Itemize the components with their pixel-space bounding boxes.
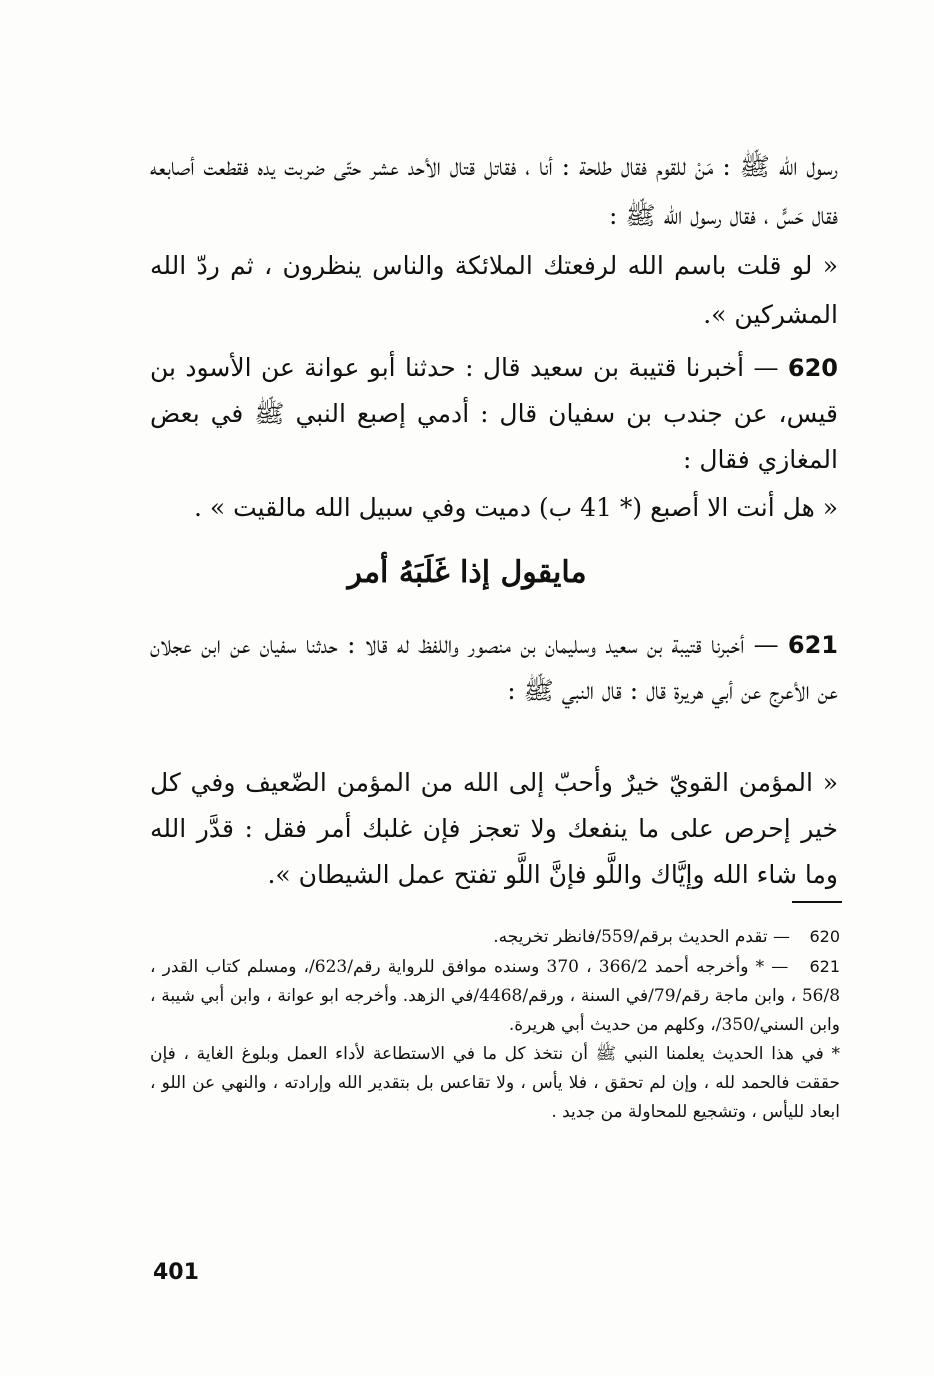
quote-text: « هل أنت الا أصبع (* 41 ب) دميت وفي سبيل الله مالقيت » . <box>193 493 838 522</box>
footnote-620 <box>150 922 840 952</box>
paragraph-text: « لو قلت باسم الله لرفعتك الملائكة والناس ينظرون ، ثم ردّ الله المشركين ». <box>150 251 838 329</box>
footnotes <box>150 922 840 1127</box>
hadith-620-quote <box>150 485 838 531</box>
footnote-commentary <box>150 1040 840 1127</box>
hadith-620-paragraph <box>150 345 838 483</box>
footnote-text: * في هذا الحديث يعلمنا النبي ﷺ أن نتخذ كل ما في الاستطاعة لأداء العمل وبلوغ الغاية ، فإن حققت فالحمد لله ، وإن لم تحقق ، فلا يأس ، ولا تقاعس بل بتقدير الله وإرادته ، والنهي عن اللو ، ابعاد لليأس ، وتشجيع للمحاولة من جديد . <box>150 1044 840 1122</box>
quote-text: « المؤمن القويّ خيرٌ وأحبّ إلى الله من المؤمن الضّعيف وفي كل خير إحرص على ما ينفعك ولا تعجز فإن غلبك أمر فقل : قدَّر الله وما شاء الله وإيَّاك واللَّو فإنَّ اللَّو تفتح عمل الشيطان ». <box>150 768 838 889</box>
hadith-621-paragraph <box>150 622 838 714</box>
footnote-number: 620 <box>809 927 840 946</box>
hadith-number: 621 <box>787 631 838 659</box>
continuation-paragraph <box>150 142 838 240</box>
hadith-text: — أخبرنا قتيبة بن سعيد وسليمان بن منصور واللفظ له قالا : حدثنا سفيان عن ابن عجلان عن الأعرج عن أبي هريرة قال : قال النبي ﷺ : <box>150 630 838 705</box>
page-number: 401 <box>153 1260 199 1285</box>
hadith-621-quote <box>150 760 838 898</box>
hadith-text: — أخبرنا قتيبة بن سعيد قال : حدثنا أبو عوانة عن الأسود بن قيس، عن جندب بن سفيان قال : أدمي إصبع النبي ﷺ في بعض المغازي فقال : <box>150 353 838 474</box>
prophet-quote-paragraph <box>150 241 838 339</box>
footnote-621 <box>150 952 840 1040</box>
footnote-separator <box>792 901 842 903</box>
section-heading: مايقول إذا غَلَبَهُ أمر <box>347 555 587 590</box>
paragraph-text: رسول الله ﷺ : مَنْ للقوم فقال طلحة : أنا ، فقاتل قتال الأحد عشر حتّى ضربت يده فقطعت أصابعه فقال حَسٍّ ، فقال رسول الله ﷺ : <box>150 152 838 230</box>
footnote-number: 621 <box>809 957 841 976</box>
hadith-number: 620 <box>787 354 838 382</box>
hadith-621 <box>150 622 838 714</box>
footnote-text: — تقدم الحديث برقم/559/فانظر تخريجه. <box>493 927 791 947</box>
footnote-text: — * وأخرجه أحمد 366/2 ، 370 وسنده موافق للرواية رقم/623/، ومسلم كتاب القدر ، 56/8 ، وابن ماجة رقم/79/في السنة ، ورقم/4468/في الزهد. وأخرجه ابو عوانة ، وابن أبي شيبة ، وابن السني/350/، وكلهم من حديث أبي هريرة. <box>150 957 841 1035</box>
hadith-620 <box>150 345 838 483</box>
